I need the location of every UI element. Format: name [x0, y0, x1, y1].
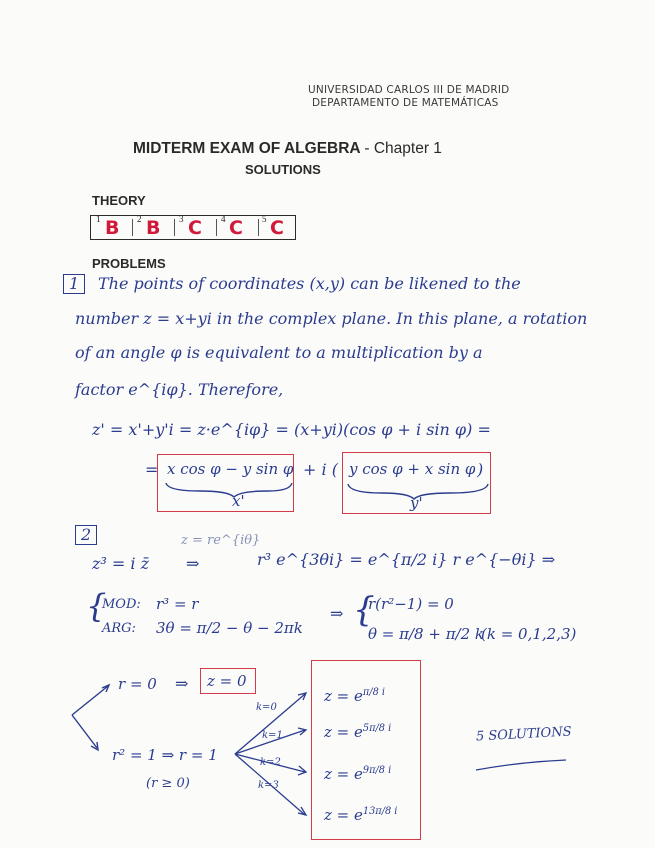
solution-base: z = e — [324, 765, 363, 783]
cubic-equation: z³ = i z̄ — [92, 554, 150, 573]
university-name: UNIVERSIDAD CARLOS III DE MADRID — [308, 84, 510, 96]
question-number: 2 — [137, 214, 142, 224]
answer-mark: C — [188, 217, 202, 239]
exam-chapter: Chapter 1 — [373, 140, 442, 157]
rotation-equation: z' = x'+y'i = z·e^{iφ} = (x+yi)(cos φ + i sin φ) = — [92, 420, 491, 439]
answer-mark: C — [229, 217, 243, 239]
implies-arrow-2: ⇒ — [330, 604, 344, 623]
branch-arrow-up — [72, 686, 108, 715]
solution-exponent: 5π/8 i — [362, 723, 392, 734]
exam-title-text: MIDTERM EXAM OF ALGEBRA — [133, 140, 361, 157]
argument-result: θ = π/8 + π/2 k — [368, 625, 485, 643]
solution-base: z = e — [324, 806, 363, 824]
solution-base: z = e — [324, 687, 363, 705]
zero-solution: z = 0 — [207, 672, 247, 690]
polar-equation: r³ e^{3θi} = e^{π/2 i} r e^{−θi} ⇒ — [257, 550, 556, 569]
solution-exponent: 9π/8 i — [362, 765, 392, 776]
implies-arrow: ⇒ — [186, 554, 200, 573]
argument-equation: 3θ = π/2 − θ − 2πk — [156, 619, 303, 637]
r-one: r² = 1 ⇒ r = 1 — [112, 746, 218, 764]
equals-sign: = — [145, 460, 159, 479]
y-prime-underbrace — [348, 484, 488, 499]
problem-1-line-1: The points of coordinates (x,y) can be likened to the — [98, 274, 521, 293]
k-label: k=1 — [262, 730, 283, 741]
solution-exponent: 13π/8 i — [362, 806, 398, 817]
problems-heading: PROBLEMS — [92, 256, 166, 271]
answer-mark: C — [270, 217, 284, 239]
solution-count-underline — [476, 760, 566, 770]
k-label: k=3 — [258, 780, 279, 791]
k-label: k=0 — [256, 702, 277, 713]
x-prime-label: x' — [232, 492, 245, 510]
solution-count: 5 SOLUTIONS — [475, 724, 572, 745]
closing-paren: ) — [477, 460, 484, 479]
solution-base: z = e — [324, 723, 363, 741]
question-number: 5 — [262, 214, 267, 224]
k-label: k=2 — [260, 757, 281, 768]
question-number: 3 — [179, 214, 184, 224]
result-brace: { — [353, 590, 375, 630]
y-prime-label: y' — [410, 494, 423, 512]
branch-arrow-down — [72, 715, 97, 748]
modulus-result: r(r²−1) = 0 — [368, 595, 454, 613]
theory-heading: THEORY — [92, 193, 146, 208]
problem-1-line-4: factor e^{iφ}. Therefore, — [75, 380, 284, 399]
modulus-equation: r³ = r — [156, 595, 199, 613]
implies-arrow-3: ⇒ — [175, 674, 189, 693]
answer-mark: B — [146, 217, 161, 239]
x-prime-underbrace — [166, 483, 292, 497]
polar-form-hint: z = re^{iθ} — [181, 533, 261, 548]
real-part: x cos φ − y sin φ — [167, 460, 294, 478]
exam-subtitle: SOLUTIONS — [245, 162, 321, 177]
problem-1-line-3: of an angle φ is equivalent to a multiplication by a — [75, 343, 483, 362]
answer-mark: B — [105, 217, 120, 239]
problem-2-label: 2 — [75, 525, 97, 545]
department-name: DEPARTAMENTO DE MATEMÁTICAS — [312, 97, 499, 109]
problem-1-label: 1 — [63, 274, 85, 294]
fan-arrow — [235, 694, 305, 754]
question-number: 1 — [96, 214, 101, 224]
imaginary-prefix: + i ( — [303, 460, 338, 479]
imaginary-part: y cos φ + x sin φ — [349, 460, 476, 478]
r-nonnegative: (r ≥ 0) — [146, 776, 190, 791]
problem-1-line-2: number z = x+yi in the complex plane. In this plane, a rotation — [75, 309, 588, 328]
r-zero: r = 0 — [118, 675, 157, 693]
fan-arrow — [235, 730, 305, 754]
modulus-label: MOD: — [102, 597, 141, 612]
title-separator: - — [364, 140, 370, 157]
solution-exponent: π/8 i — [362, 687, 386, 698]
question-number: 4 — [221, 214, 226, 224]
system-brace: { — [86, 587, 107, 625]
k-range: (k = 0,1,2,3) — [481, 625, 577, 643]
argument-label: ARG: — [102, 621, 136, 636]
